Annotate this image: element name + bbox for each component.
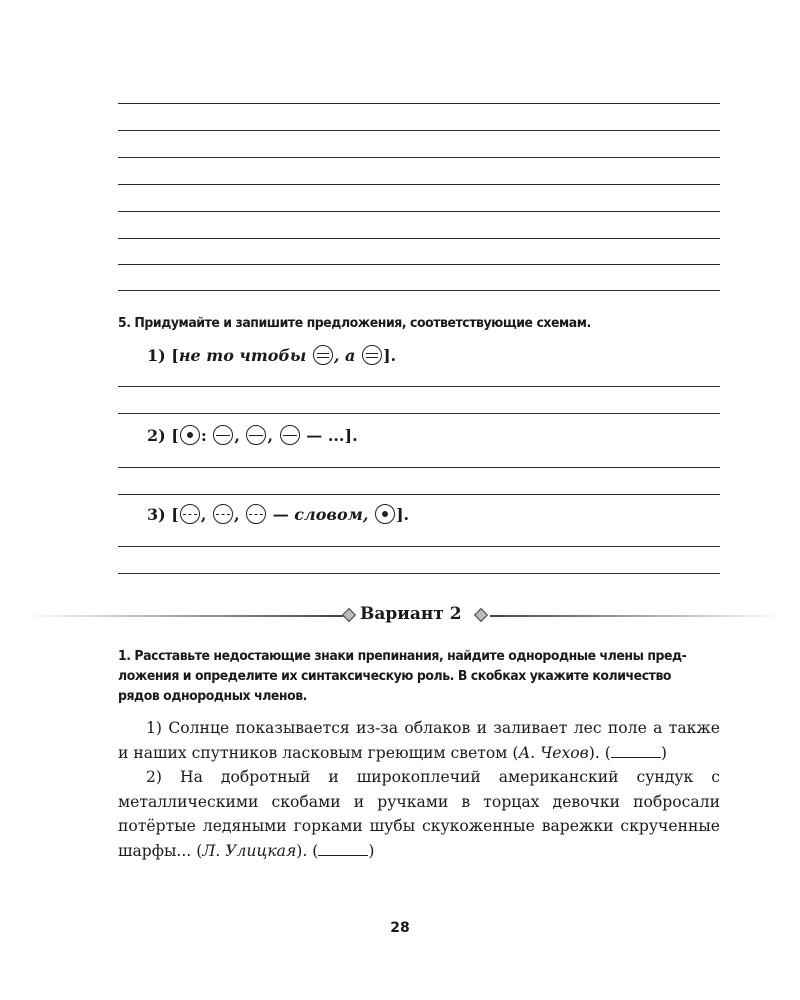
comma: , xyxy=(200,504,207,524)
answer-line[interactable] xyxy=(118,573,720,574)
sentence-1 xyxy=(118,716,720,765)
scheme-3 xyxy=(147,504,409,524)
author: А. Чехов xyxy=(518,743,589,762)
answer-line[interactable] xyxy=(118,103,720,104)
answer-line[interactable] xyxy=(118,467,720,468)
answer-blank[interactable] xyxy=(611,743,661,758)
answer-line[interactable] xyxy=(118,157,720,158)
predicate-circle-icon xyxy=(362,345,382,365)
homogeneous-member-circle-icon xyxy=(246,425,266,445)
scheme-1-conj: , а xyxy=(333,345,356,365)
scheme-3-word: — словом, xyxy=(272,504,369,524)
scheme-1 xyxy=(147,345,396,365)
generalizing-word-circle-icon xyxy=(375,504,395,524)
scheme-2-num: 2) [ xyxy=(147,425,179,445)
task-1-title-line: ложения и определите их синтаксическую роль. В скобках укажите количество xyxy=(118,668,672,684)
predicate-circle-icon xyxy=(313,345,333,365)
answer-line[interactable] xyxy=(118,494,720,495)
scheme-3-num: 3) [ xyxy=(147,504,179,524)
homogeneous-member-circle-icon xyxy=(213,425,233,445)
variant-header xyxy=(0,602,800,630)
page-number: 28 xyxy=(390,920,410,936)
comma: , xyxy=(234,425,240,445)
sentence-2-end: ). ( xyxy=(296,841,319,860)
comma: , xyxy=(234,504,240,524)
answer-blank[interactable] xyxy=(318,841,368,856)
scheme-2-tail: — ...]. xyxy=(306,425,358,445)
homogeneous-member-circle-icon xyxy=(280,425,300,445)
author: Л. Улицкая xyxy=(202,841,297,860)
answer-line[interactable] xyxy=(118,546,720,547)
paren-close: ) xyxy=(660,743,667,762)
answer-line[interactable] xyxy=(118,264,720,265)
scheme-1-end: ]. xyxy=(382,345,397,365)
task-5-title: 5. Придумайте и запишите предложения, соответствующие схемам. xyxy=(118,315,591,331)
task-1-title-line: рядов однородных членов. xyxy=(118,688,307,704)
diamond-icon xyxy=(474,608,488,622)
homogeneous-member-circle-icon xyxy=(246,504,266,524)
scheme-2-colon: : xyxy=(200,425,207,445)
scheme-2 xyxy=(147,425,358,445)
answer-line[interactable] xyxy=(118,386,720,387)
divider xyxy=(490,615,780,617)
answer-line[interactable] xyxy=(118,211,720,212)
diamond-icon xyxy=(342,608,356,622)
task-1-title-line: 1. Расставьте недостающие знаки препинания, найдите однородные члены пред- xyxy=(118,648,687,664)
task-1-body xyxy=(118,716,720,863)
sentence-2 xyxy=(118,765,720,863)
sentence-1-end: ). ( xyxy=(588,743,611,762)
answer-line[interactable] xyxy=(118,238,720,239)
variant-title: Вариант 2 xyxy=(360,604,462,624)
sentence-1-text: 1) Солнце показывается из-за облаков и заливает лес поле а также и наших спутников ласковым греющим светом ( xyxy=(118,719,720,762)
answer-line[interactable] xyxy=(118,290,720,291)
paren-close: ) xyxy=(368,841,375,860)
homogeneous-member-circle-icon xyxy=(213,504,233,524)
divider xyxy=(28,615,343,617)
scheme-3-end: ]. xyxy=(395,504,410,524)
answer-line[interactable] xyxy=(118,184,720,185)
scheme-1-num: 1) [ xyxy=(147,345,179,365)
generalizing-word-circle-icon xyxy=(180,425,200,445)
comma: , xyxy=(267,425,274,445)
sentence-2-text: 2) На добротный и широкоплечий американский сундук с металлическими скобами и ручками в торцах девочки побросали потёртые ледяными горками шубы скукоженные варежки скрученные шарфы... ( xyxy=(118,768,720,860)
answer-line[interactable] xyxy=(118,130,720,131)
scheme-1-phrase: не то чтобы xyxy=(178,345,307,365)
homogeneous-member-circle-icon xyxy=(180,504,200,524)
answer-line[interactable] xyxy=(118,413,720,414)
